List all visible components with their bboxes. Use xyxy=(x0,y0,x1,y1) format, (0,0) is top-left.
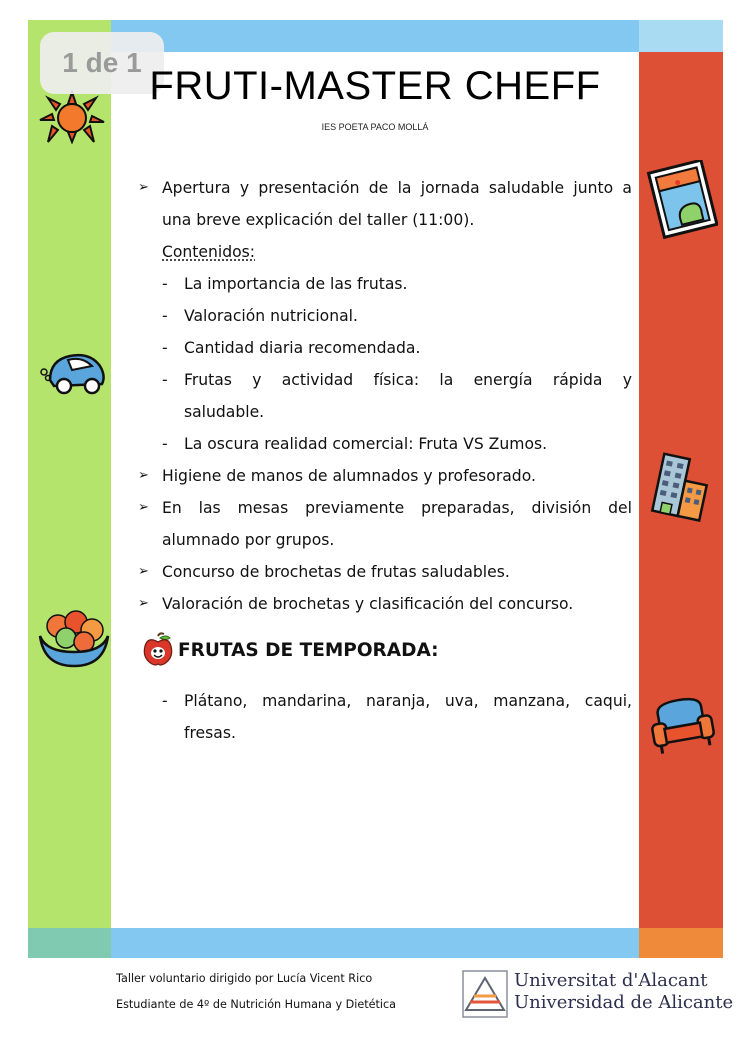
agenda-content xyxy=(138,172,632,620)
footer-line-author: Taller voluntario dirigido por Lucía Vicent Rico xyxy=(116,972,373,985)
frutas-list xyxy=(138,685,632,749)
arrow-bullet-icon: ➢ xyxy=(138,468,149,483)
frutas-text: fresas. xyxy=(184,724,236,742)
contenido-text: saludable. xyxy=(184,403,265,421)
fruit-bowl-icon xyxy=(36,600,112,672)
agenda-item-text: Valoración de brochetas y clasificación del concurso. xyxy=(162,595,574,613)
contenidos-label: Contenidos: xyxy=(162,243,256,261)
frutas-text: Plátano, mandarina, naranja, uva, manzana, caqui, xyxy=(184,692,632,710)
university-logo-icon xyxy=(462,970,508,1018)
frutas-item xyxy=(138,685,632,717)
agenda-item xyxy=(138,588,632,620)
contenidos-heading xyxy=(138,236,632,268)
agenda-item xyxy=(138,172,632,204)
frutas-item-continued xyxy=(138,717,632,749)
arrow-bullet-icon: ➢ xyxy=(138,500,149,515)
dash-bullet: - xyxy=(162,692,168,710)
arrow-bullet-icon: ➢ xyxy=(138,596,149,611)
agenda-item xyxy=(138,460,632,492)
university-name-valencian: Universitat d'Alacant xyxy=(514,970,708,991)
bottom-color-band xyxy=(111,928,639,958)
contenido-item xyxy=(138,300,632,332)
frutas-title: FRUTAS DE TEMPORADA: xyxy=(178,640,439,661)
footer-credits xyxy=(116,966,456,1018)
contenido-text: Frutas y actividad física: la energía rápida y xyxy=(184,371,632,389)
dash-bullet: - xyxy=(162,275,168,293)
frutas-heading xyxy=(142,632,632,672)
top-right-corner-band xyxy=(639,20,723,52)
contenido-text: Valoración nutricional. xyxy=(184,307,358,325)
bottom-left-corner-band xyxy=(28,928,111,958)
contenido-item xyxy=(138,268,632,300)
car-icon xyxy=(38,346,108,398)
agenda-item-text: En las mesas previamente preparadas, división del xyxy=(162,499,632,517)
dash-bullet: - xyxy=(162,307,168,325)
agenda-item-text: Higiene de manos de alumnados y profesorado. xyxy=(162,467,536,485)
university-name xyxy=(514,970,734,1014)
contenido-item xyxy=(138,364,632,396)
agenda-item-continued xyxy=(138,204,632,236)
dash-bullet: - xyxy=(162,435,168,453)
agenda-item xyxy=(138,492,632,524)
agenda-item-text: una breve explicación del taller (11:00). xyxy=(162,211,475,229)
contenido-item-continued xyxy=(138,396,632,428)
agenda-item-text: Concurso de brochetas de frutas saludables. xyxy=(162,563,510,581)
agenda-item-text: alumnado por grupos. xyxy=(162,531,335,549)
dash-bullet: - xyxy=(162,371,168,389)
page-title: FRUTI-MASTER CHEFF xyxy=(149,64,601,108)
agenda-item xyxy=(138,556,632,588)
school-subtitle: IES POETA PACO MOLLÁ xyxy=(321,122,429,132)
top-color-band xyxy=(111,20,639,52)
apple-icon xyxy=(142,632,174,668)
arrow-bullet-icon: ➢ xyxy=(138,564,149,579)
contenido-text: La oscura realidad comercial: Fruta VS Zumos. xyxy=(184,435,548,453)
dash-bullet: - xyxy=(162,339,168,357)
sofa-icon xyxy=(646,696,716,754)
building-icon xyxy=(646,450,716,522)
university-name-spanish: Universidad de Alicante xyxy=(514,992,734,1013)
sun-icon xyxy=(36,88,108,144)
agenda-item-continued xyxy=(138,524,632,556)
agenda-item-text: Apertura y presentación de la jornada saludable junto a xyxy=(162,179,632,197)
bottom-right-corner-band xyxy=(639,928,723,958)
page-indicator-badge: 1 de 1 xyxy=(40,32,164,94)
contenido-text: La importancia de las frutas. xyxy=(184,275,408,293)
left-color-band xyxy=(28,20,111,928)
contenido-item xyxy=(138,428,632,460)
contenido-item xyxy=(138,332,632,364)
arrow-bullet-icon: ➢ xyxy=(138,180,149,195)
footer-line-degree: Estudiante de 4º de Nutrición Humana y Dietética xyxy=(116,998,396,1011)
contenido-text: Cantidad diaria recomendada. xyxy=(184,339,421,357)
window-icon xyxy=(646,160,718,240)
